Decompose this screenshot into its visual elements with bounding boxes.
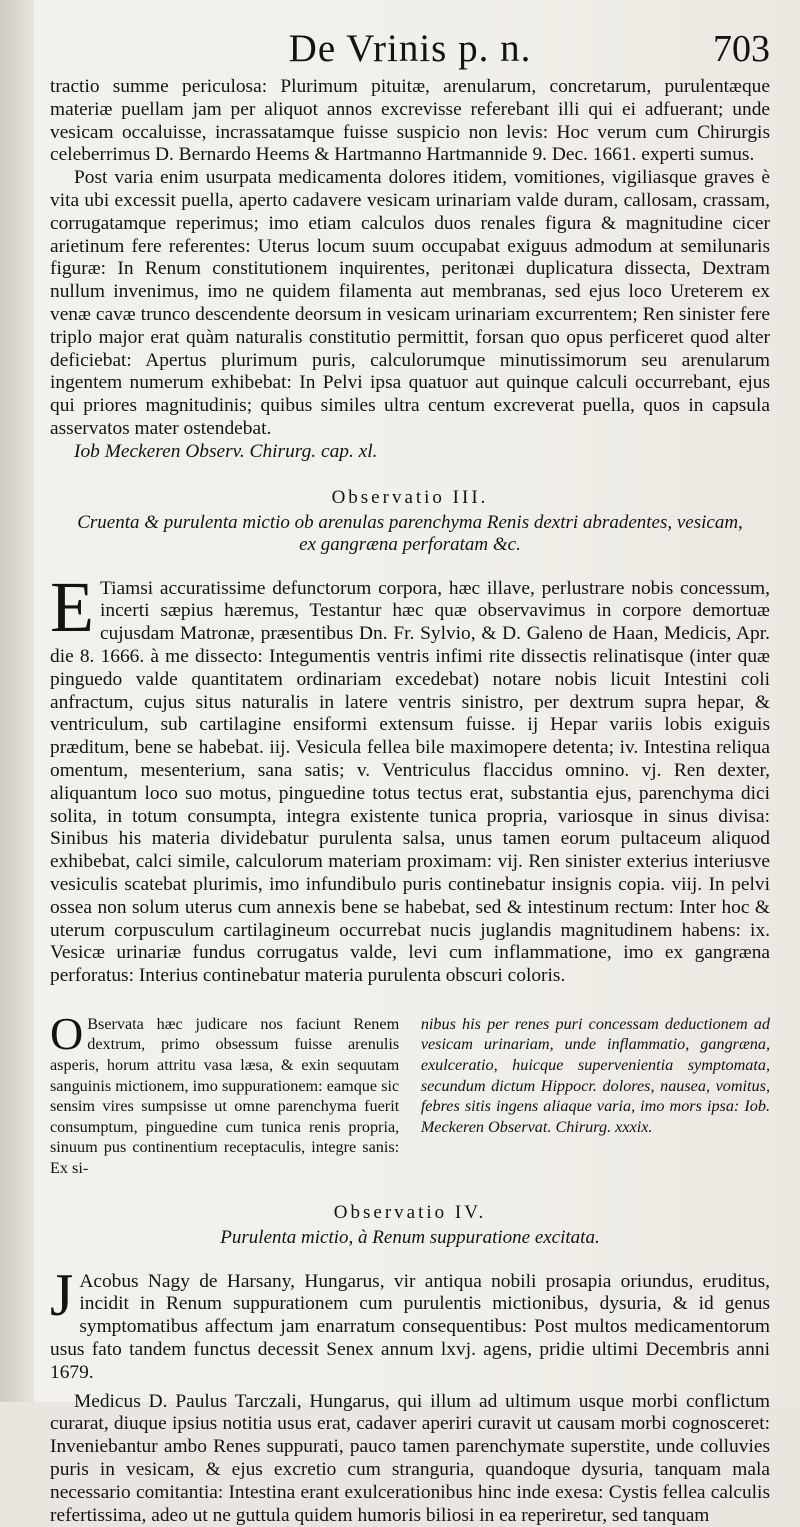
observation-4-dropcap: J (50, 1261, 74, 1328)
observation-3-body-text: Tiamsi accuratissime defunctorum corpora, hæc illave, perlustrare nobis concessum, incerti sæpius hæremus, Testantur hæc quæ observavimus in corpore demortuæ cujusdam Matronæ, præsentibus Dn. Fr. Sylvio, & D. Galeno de Haan, Medicis, Apr. die 8. 1666. à me dissecto: Integumentis ventris infimi rite dissectis relinatisque (inter quæ pinguedo valde quantitatem ordinariam excedebat) notare nobis licuit Intestini coli anfractum, cujus situs naturalis in latere ventris sinistro, per dextrum supra hepar, & ventriculum, sub cartilagine ensiformi extensum fuisse. ij Hepar variis lobis exiguis præditum, bene se habebat. iij. Vesicula fellea bile maximopere detenta; iv. Intestina reliqua omentum, mesenterium, sana satis; v. Ventriculus flaccidus omnino. vj. Ren dexter, aliquantum loco suo motus, pinguedine totus tectus erat, substantia ejus, parenchyma dici solita, in totum consumpta, integra existente tunica propria, variosque in sinus divisa: Sinibus his materia dividebatur purulenta salsa, unus tamen eorum pultaceum aliquod exhibebat, calci simile, calculorum materiam proximam: vij. Ren sinister exterius interiusve vesiculis scatebat plurimis, imo infundibulo puris continebatur insignis copia. viij. In pelvi ossea non solum uterus cum annexis bene se habebat, sed & intestinum rectum: Inter hoc & uterum corpusculum cartilagineum occurrebat nucis juglandis magnitudinem habens: ix. Vesicæ urinariæ fundus corrugatus valde, levi cum inflammatione, imo ex gangræna perforatus: Interius continebatur materia purulenta obscuri coloris. (50, 577, 770, 987)
observation-3-subtitle: Cruenta & purulenta mictio ob arenulas parenchyma Renis dextri abradentes, vesicam, ex gangræna perforatam &c. (77, 511, 743, 555)
scholium-right-column: nibus his per renes puri concessam deductionem ad vesicam urinariam, unde inflammatio, gangræna, exulceratio, huicque supervenientia symptomata, secundum dictum Hippocr. dolores, nausea, vomitus, febres sitis ingens aliaque varia, imo mors ipsa: Iob. Meckeren Observat. Chirurg. xxxix. (420, 1014, 770, 1136)
scholium-left-column (50, 1007, 400, 1179)
page-number: 703 (713, 28, 770, 70)
running-head: De Vrinis p. n. (288, 27, 532, 70)
page-header (50, 22, 770, 76)
observation-3-title: Observatio III. (331, 486, 489, 508)
scholium-dropcap: O (50, 1007, 84, 1059)
observation-3-dropcap: E (50, 566, 94, 647)
observation-4-title: Observatio IV. (333, 1201, 487, 1223)
observation-4-paragraph-1 (50, 1261, 770, 1385)
observation-4-subtitle: Purulenta mictio, à Renum suppuratione excitata. (220, 1226, 600, 1248)
scholium-left-text: Bservata hæc judicare nos faciunt Renem dextrum, primo obsessum fuisse arenulis asperis, horum attritu vasa læsa, & exin sequutam sanguinis mictionem, imo suppurationem: eamque sic sensim vires sumpsisse ut omne parenchyma fuerit consumptum, pinguedine cum tunica renis propria, sinuum pus continentium receptaculis, integre sanis: Ex si- (50, 1014, 400, 1178)
observation-2-citation: Iob Meckeren Observ. Chirurg. cap. xl. (74, 440, 378, 462)
observation-3-body (50, 566, 770, 988)
observation-4-paragraph-1-text: Acobus Nagy de Harsany, Hungarus, vir antiqua nobili prosapia oriundus, eruditus, incidit in Renum suppurationem cum purulentis mictionibus, dysuria, & id genus symptomatibus affectum jam enarratum consequentibus: Post multos medicamentorum usus fato tandem functus decessit Senex annum lxvj. agens, pridie ultimi Decembris anni 1679. (50, 1270, 770, 1383)
observation-2-paragraph: Post varia enim usurpata medicamenta dolores itidem, vomitiones, vigiliasque graves è vita ubi excessit puella, aperto cadavere vesicam urinariam valde duram, callosam, crassam, corrugatamque reperimus; imo etiam calculos duos renales figura & magnitudine cicer arietinum fere referentes: Uterus locum suum occupabat exiguus admodum at semilunaris figuræ: In Renum constitutionem inquirentes, peritonæi duplicatura dissecta, Dextram nullum invenimus, imo ne quidem filamenta aut membranas, sed ejus loco Ureterem ex venæ cavæ trunco descendente deorsum in vesicam urinariam excurrentem; Ren sinister fere triplo major erat quàm naturalis constitutio permittit, forsan quo opus perficeret quod alter deficiebat: Apertus plurimum puris, calculorumque minutissimorum seu arenularum ingentem numerum exhibebat: In Pelvi ipsa quatuor aut quinque calculi occurrebant, ejus qui priores magnitudinis; quibus similes ultra centum excreverat puella, quos in capsula asservatos mater ostendebat. (50, 167, 770, 439)
observation-4-paragraph-2: Medicus D. Paulus Tarczali, Hungarus, qui illum ad ultimum usque morbi conflictum curarat, diuque ipsius notitia usus erat, cadaver aperiri curavit ut causam morbi cognosceret: Inveniebantur ambo Renes suppurati, pauco tamen parenchymate superstite, unde colluvies puris in vesicam, & ejus excretio cum stranguria, quandoque dysuria, tanquam mala necessario comitantia: Intestina erant exulcerationibus hinc inde exesa: Cystis fellea calculis refertissima, adeo ut ne guttula quidem humoris biliosi in ea reperiretur, sed tanquam (50, 1390, 770, 1526)
observation-2-tail: tractio summe periculosa: Plurimum pituitæ, arenularum, concretarum, purulentæque materiæ puellam jam per aliquot annos excrevisse referebant illi qui ei adfuerant; unde vesicam occaluisse, incrassatamque fuisse suspicio non levis: Hoc verum cum Chirurgis celeberrimus D. Bernardo Heems & Hartmanno Hartmannide 9. Dec. 1661. experti sumus. (50, 76, 770, 166)
scholium-two-column (50, 1007, 770, 1179)
page-gutter-shadow (0, 0, 34, 1402)
